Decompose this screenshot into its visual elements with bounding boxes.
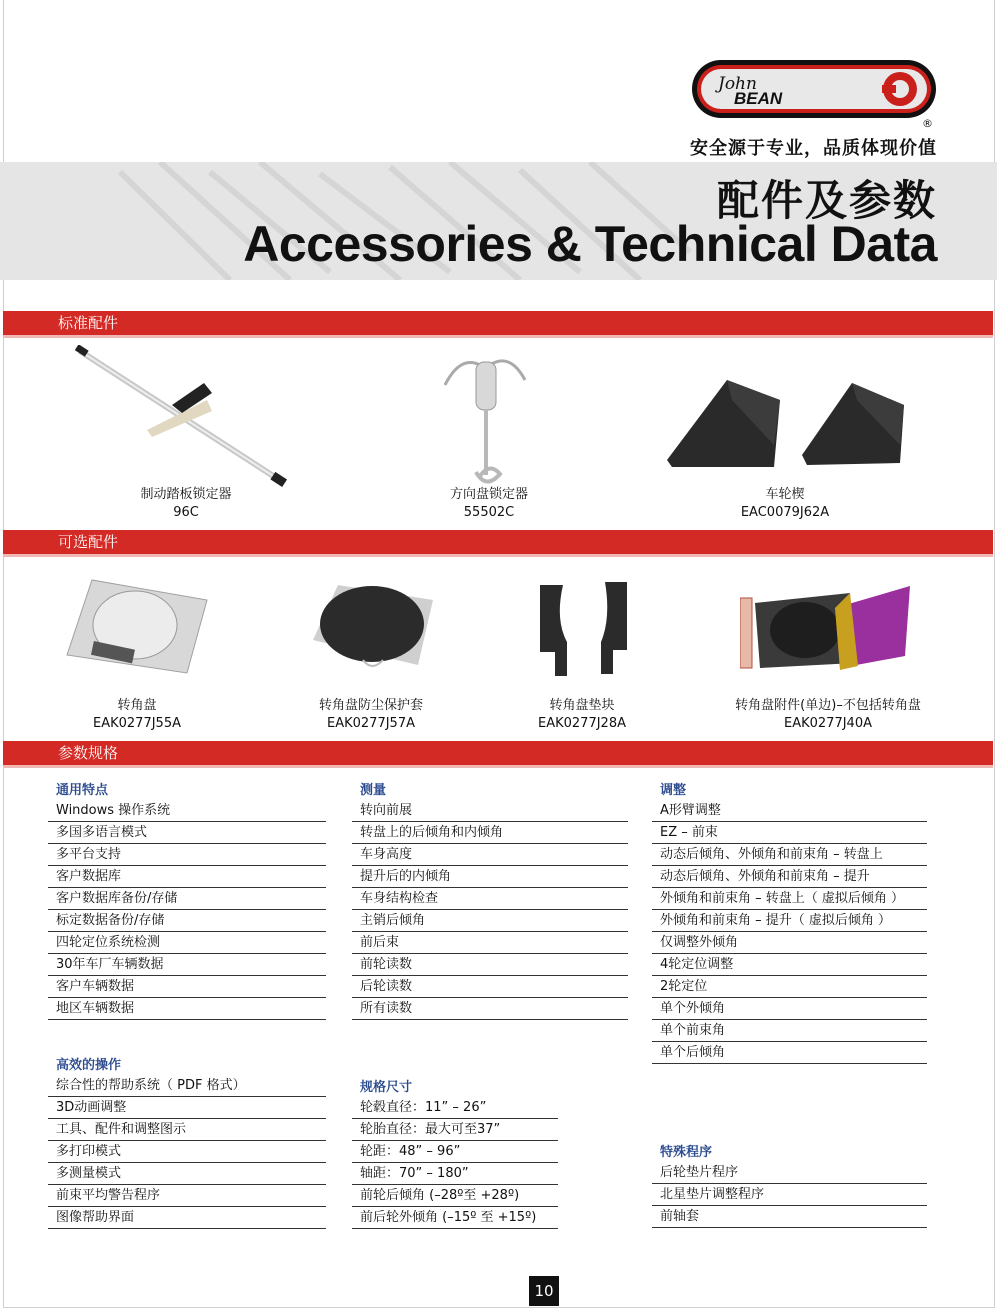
turntable-cover-image (308, 580, 438, 670)
product-turntable-attachment (714, 697, 942, 733)
spec-group-general (48, 778, 326, 1020)
spec-row: 动态后倾角、外倾角和前束角 – 提升 (652, 866, 927, 888)
spec-heading: 高效的操作 (56, 1058, 122, 1073)
product-name: 制动踏板锁定器 (140, 487, 232, 502)
title-chinese: 配件及参数 (716, 176, 937, 225)
spec-row: 单个外倾角 (652, 998, 927, 1020)
product-code: EAK0277J55A (93, 716, 181, 731)
spec-row: 主销后倾角 (352, 910, 628, 932)
product-name: 转角盘附件(单边)–不包括转角盘 (735, 698, 921, 713)
spec-row: 4轮定位调整 (652, 954, 927, 976)
spec-row: 轮胎直径：最大可至37” (352, 1119, 558, 1141)
spec-row: 30年车厂车辆数据 (48, 954, 326, 976)
spec-row: 轴距：70” – 180” (352, 1163, 558, 1185)
spec-row: 客户车辆数据 (48, 976, 326, 998)
spec-row: 前束平均警告程序 (48, 1185, 326, 1207)
product-turntable (87, 697, 187, 733)
product-steering-wheel-holder (438, 486, 540, 522)
spec-row: 多测量模式 (48, 1163, 326, 1185)
product-code: EAK0277J28A (538, 716, 626, 731)
spec-row: 多平台支持 (48, 844, 326, 866)
spec-row: 仅调整外倾角 (652, 932, 927, 954)
spec-row: Windows 操作系统 (48, 800, 326, 822)
spec-row: 前轮后倾角 (–28º至 +28º) (352, 1185, 558, 1207)
spec-row: 车身结构检查 (352, 888, 628, 910)
spec-heading: 规格尺寸 (360, 1080, 413, 1095)
spec-row: 客户数据库 (48, 866, 326, 888)
product-name: 转角盘 (117, 698, 157, 713)
section-bar-specs (3, 741, 993, 765)
page-number: 10 (529, 1276, 559, 1306)
wheel-chocks-image (662, 375, 912, 470)
spec-row: 轮距：48” – 96” (352, 1141, 558, 1163)
spec-row: 轮毂直径：11” – 26” (352, 1097, 558, 1119)
spec-row: 动态后倾角、外倾角和前束角 – 转盘上 (652, 844, 927, 866)
product-name: 转角盘垫块 (549, 698, 615, 713)
spec-row: 四轮定位系统检测 (48, 932, 326, 954)
spec-row: 单个前束角 (652, 1020, 927, 1042)
brake-pedal-depressor-image (72, 345, 292, 490)
spec-row: 标定数据备份/存储 (48, 910, 326, 932)
turntable-spacers-image (535, 580, 645, 680)
spec-row: EZ – 前束 (652, 822, 927, 844)
spec-row: 2轮定位 (652, 976, 927, 998)
svg-text:John: John (718, 74, 757, 94)
product-name: 车轮楔 (765, 487, 805, 502)
spec-group-adjust (652, 778, 927, 1064)
product-code: 96C (173, 505, 199, 520)
spec-row: 前轮读数 (352, 954, 628, 976)
spec-row: 多国多语言模式 (48, 822, 326, 844)
spec-row: 外倾角和前束角 – 提升（ 虚拟后倾角 ） (652, 910, 927, 932)
spec-group-special (652, 1140, 927, 1228)
section-bar-standard (3, 311, 993, 335)
spec-row: 后轮读数 (352, 976, 628, 998)
spec-row: 地区车辆数据 (48, 998, 326, 1020)
spec-row: 3D动画调整 (48, 1097, 326, 1119)
product-name: 方向盘锁定器 (449, 487, 528, 502)
product-name: 转角盘防尘保护套 (318, 698, 423, 713)
spec-group-dimensions (352, 1075, 558, 1229)
registered-mark: ® (922, 117, 933, 130)
spec-heading: 测量 (360, 783, 387, 798)
svg-text:BEAN: BEAN (734, 89, 783, 108)
spec-row: 提升后的内倾角 (352, 866, 628, 888)
spec-heading: 调整 (660, 783, 687, 798)
product-code: EAK0277J40A (784, 716, 872, 731)
spec-row: 外倾角和前束角 – 转盘上（ 虚拟后倾角 ） (652, 888, 927, 910)
product-turntable-cover (304, 697, 438, 733)
section-title: 可选配件 (58, 533, 119, 551)
steering-wheel-holder-image (440, 350, 530, 490)
spec-row: 转向前展 (352, 800, 628, 822)
spec-row: 多打印模式 (48, 1141, 326, 1163)
spec-group-efficient (48, 1053, 326, 1229)
product-wheel-chocks (730, 486, 840, 522)
section-title: 参数规格 (58, 744, 119, 762)
turntable-image (62, 575, 212, 675)
turntable-attachment-image (740, 578, 920, 678)
title-english: Accessories & Technical Data (243, 216, 937, 272)
spec-row: 单个后倾角 (652, 1042, 927, 1064)
spec-row: 北星垫片调整程序 (652, 1184, 927, 1206)
spec-row: 客户数据库备份/存储 (48, 888, 326, 910)
spec-row: 前后轮外倾角 (–15º 至 +15º) (352, 1207, 558, 1229)
spec-row: 前轴套 (652, 1206, 927, 1228)
spec-row: 前后束 (352, 932, 628, 954)
spec-row: A形臂调整 (652, 800, 927, 822)
spec-heading: 通用特点 (56, 783, 109, 798)
section-title: 标准配件 (58, 314, 119, 332)
product-code: EAK0277J57A (327, 716, 415, 731)
spec-row: 转盘上的后倾角和内倾角 (352, 822, 628, 844)
spec-row: 所有读数 (352, 998, 628, 1020)
product-code: EAC0079J62A (740, 505, 830, 520)
section-bar-optional (3, 530, 993, 554)
spec-row: 图像帮助界面 (48, 1207, 326, 1229)
spec-row: 后轮垫片程序 (652, 1162, 927, 1184)
product-code: 55502C (463, 505, 515, 520)
spec-group-measure (352, 778, 628, 1020)
spec-row: 综合性的帮助系统（ PDF 格式） (48, 1075, 326, 1097)
spec-row: 车身高度 (352, 844, 628, 866)
spec-heading: 特殊程序 (660, 1145, 713, 1160)
spec-row: 工具、配件和调整图示 (48, 1119, 326, 1141)
john-bean-logo (690, 58, 938, 120)
slogan: 安全源于专业，品质体现价值 (690, 138, 937, 159)
product-brake-pedal-depressor (135, 486, 237, 522)
product-turntable-spacers (528, 697, 636, 733)
